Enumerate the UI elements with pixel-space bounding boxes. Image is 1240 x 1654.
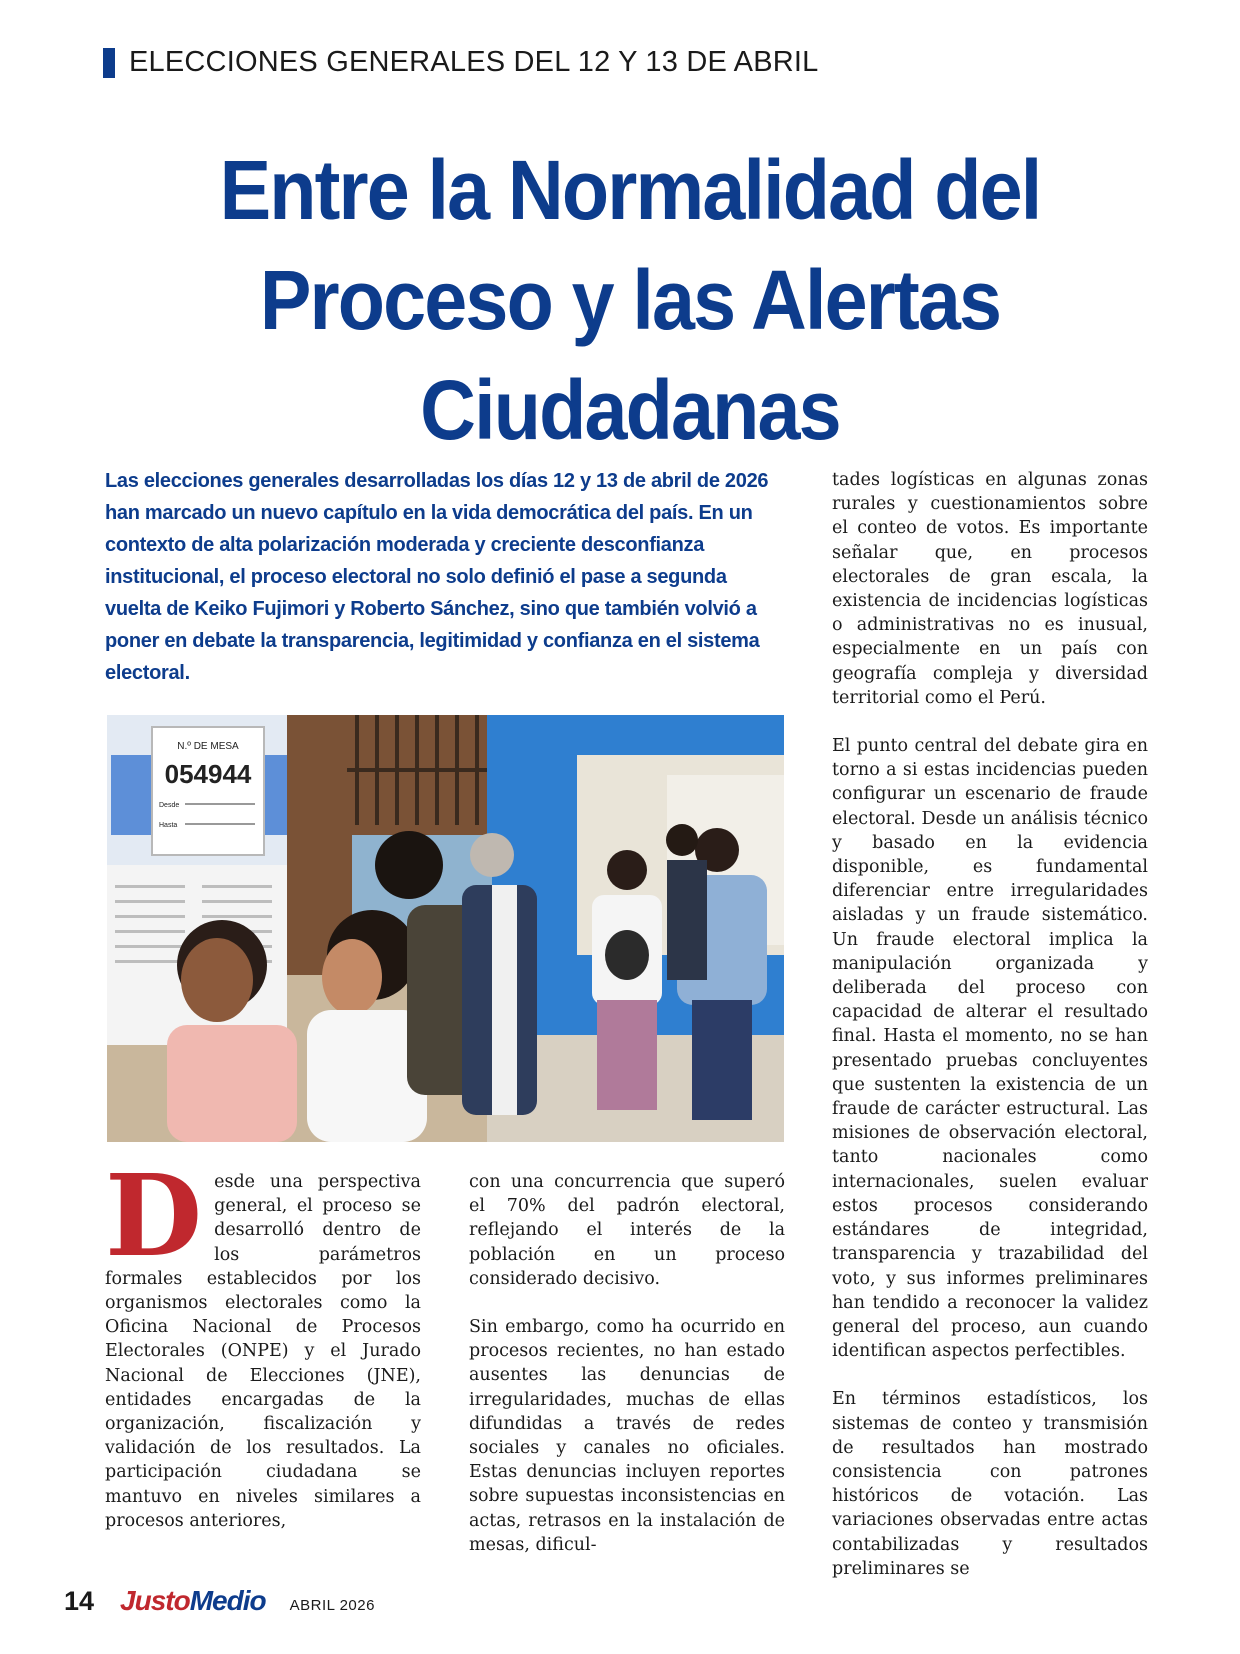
article-photo [107, 715, 784, 1142]
article-paragraph: con una concurrencia que superó el 70% del padrón electoral, reflejando el interés de la población en un proceso considerado decisivo. [469, 1172, 785, 1289]
article-paragraph: En términos estadísticos, los sistemas de conteo y transmisión de resultados han mostrado consistencia con patrones históricos de votación. Las variaciones observadas entre actas contabilizadas y resultados preliminares se [832, 1389, 1148, 1579]
issue-date: ABRIL 2026 [289, 1597, 375, 1614]
brand-logo-part2: Medio [189, 1585, 266, 1616]
article-paragraph: El punto central del debate gira en torno a si estas incidencias pueden configurar un escenario de fraude electoral. Desde un análisis técnico y basado en la evidencia disponible, es fundamental diferenciar entre irregularidades aisladas y un fraude sistemático. Un fraude electoral implica la manipulación organizada y deliberada del proceso con capacidad de alterar el resultado final. Hasta el momento, no se han presentado pruebas concluyentes que sustenten la existencia de un fraude de carácter estructural. Las misiones de observación electoral, tanto nacionales como internacionales, suelen evaluar estos procesos considerando estándares de integridad, transparencia y trazabilidad del voto, y sus informes preliminares han tendido a reconocer la validez general del proceso, aun cuando identifican aspectos perfectibles. [832, 736, 1148, 1362]
article-column-3 [832, 468, 1148, 1605]
mesa-sign [152, 727, 264, 855]
sign-row-from: Desde [159, 802, 180, 809]
sign-row-to: Hasta [159, 822, 178, 829]
drop-cap: D [105, 1151, 203, 1282]
brand-logo-part1: Justo [120, 1585, 190, 1616]
voters-queue-photo [107, 715, 784, 1142]
sign-label: N.º DE MESA [177, 741, 239, 752]
section-header [103, 46, 818, 79]
article-paragraph [105, 1151, 421, 1533]
section-title: ELECCIONES GENERALES DEL 12 Y 13 DE ABRIL [129, 46, 819, 78]
headline: Entre la Normalidad del Proceso y las Alertas Ciudadanas [219, 143, 1041, 457]
page-footer [64, 1585, 375, 1617]
article-paragraph: tades logísticas en algunas zonas rurales y cuestionamientos sobre el conteo de votos. Es importante señalar que, en procesos electorales de gran escala, la existencia de incidencias logísticas o administrativas no es inusual, especialmente en un país con geografía compleja y diversidad territorial como el Perú. [832, 470, 1148, 708]
article-column-2 [469, 1170, 785, 1581]
section-marker [103, 48, 115, 78]
sign-number: 054944 [164, 759, 252, 789]
paragraph-text: esde una perspectiva general, el proceso se desarrolló dentro de los parámetros formales establecidos por los organismos electorales como la Oficina Nacional de Procesos Electorales (ONPE) y el Jurado Nacional de Elecciones (JNE), entidades encargadas de la organización, fiscalización y validación de los resultados. La participación ciudadana se mantuvo en niveles similares a procesos anteriores, [105, 1172, 421, 1531]
page-number: 14 [64, 1586, 95, 1616]
lead-paragraph: Las elecciones generales desarrolladas los días 12 y 13 de abril de 2026 han marcado un nuevo capítulo en la vida democrática del país. En un contexto de alta polarización moderada y creciente desconfianza institucional, el proceso electoral no solo definió el pase a segunda vuelta de Keiko Fujimori y Roberto Sánchez, sino que también volvió a poner en debate la transparencia, legitimidad y confianza en el sistema electoral. [105, 470, 769, 684]
article-column-1 [105, 1151, 421, 1557]
article-paragraph: Sin embargo, como ha ocurrido en procesos recientes, no han estado ausentes las denuncias de irregularidades, muchas de ellas difundidas a través de redes sociales y canales no oficiales. Estas denuncias incluyen reportes sobre supuestas inconsistencias en actas, retrasos en la instalación de mesas, dificul- [469, 1317, 785, 1555]
